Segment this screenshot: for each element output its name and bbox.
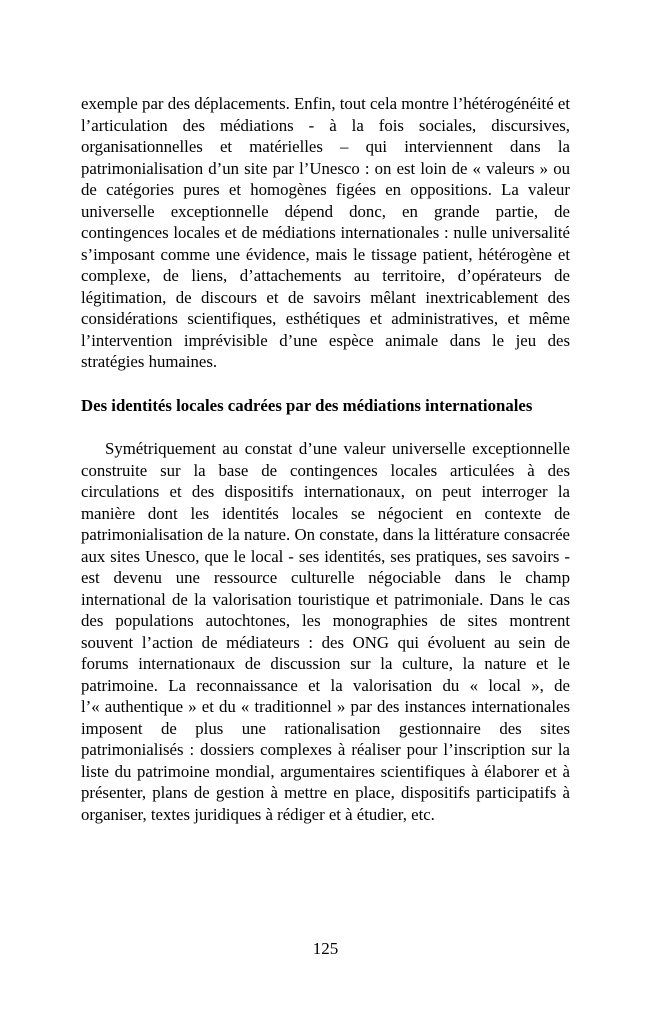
- page-number: 125: [312, 939, 339, 958]
- text-block: [81, 93, 570, 825]
- paragraph-indented: Symétriquement au constat d’une valeur universelle exceptionnelle construite sur la base de contingences locales articulées à des circulations et des dispositifs internationaux, on peut interroger la manière dont les identités locales se négocient en contexte de patrimonialisation de la nature. On constate, dans la littérature consacrée aux sites Unesco, que le local - ses identités, ses pratiques, ses savoirs - est devenu une ressource culturelle négociable dans le champ international de la valorisation touristique et patrimoniale. Dans le cas des populations autochtones, les monographies de sites montrent souvent l’action de médiateurs : des ONG qui évoluent au sein de forums internationaux de discussion sur la culture, la nature et le patrimoine. La reconnaissance et la valorisation du « local », de l’« authentique » et du « traditionnel » par des instances internationales imposent de plus une rationalisation gestionnaire des sites patrimonialisés : dossiers complexes à réaliser pour l’inscription sur la liste du patrimoine mondial, argumentaires scientifiques à élaborer et à présenter, plans de gestion à mettre en place, dispositifs participatifs à organiser, textes juridiques à rédiger et à étudier, etc.: [81, 439, 570, 824]
- paragraph-continuation: exemple par des déplacements. Enfin, tout cela montre l’hétérogénéité et l’articulation des médiations - à la fois sociales, discursives, organisationnelles et matérielles – qui interviennent dans la patrimonialisation d’un site par l’Unesco : on est loin de « valeurs » ou de catégories pures et homogènes figées en oppositions. La valeur universelle exceptionnelle dépend donc, en grande partie, de contingences locales et de médiations internationales : nulle universalité s’imposant comme une évidence, mais le tissage patient, hétérogène et complexe, de liens, d’attachements au territoire, d’opérateurs de légitimation, de discours et de savoirs mêlant inextricablement des considérations scientifiques, esthétiques et administratives, et même l’intervention imprévisible d’une espèce animale dans le jeu des stratégies humaines.: [81, 94, 570, 371]
- section-heading: Des identités locales cadrées par des médiations internationales: [81, 395, 533, 415]
